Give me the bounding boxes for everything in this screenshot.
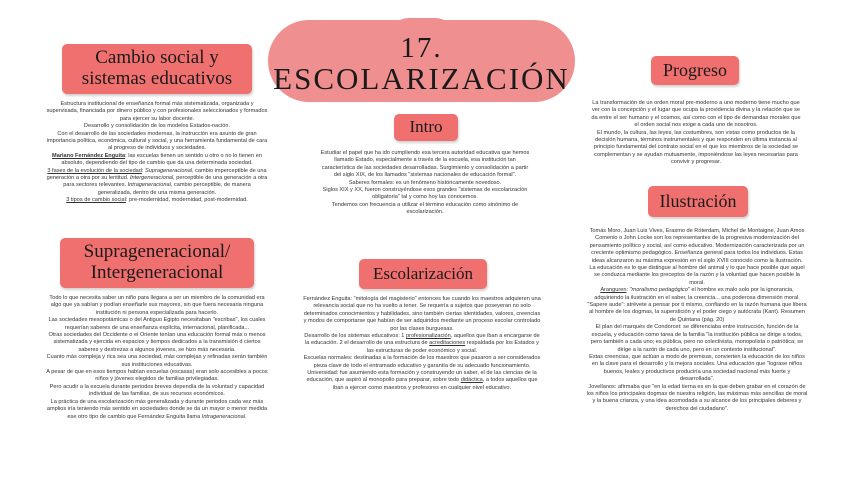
intro-paragraph: Tendemos con frecuencia a utilizar el término educación como sinónimo de escolarización. [331,201,519,216]
heading-supra-line1: Suprageneracional/ [83,241,231,263]
cambio-paragraph [46,153,268,168]
escolarizacion-paragraph [302,333,542,355]
heading-intro: Intro [394,114,458,141]
page-title: ESCOLARIZACIÓN [273,61,570,96]
text-suprageneracional [46,295,268,421]
cambio-text: , cambio perceptible, de manera generalizada, dentro de una misma generación. [97,182,251,196]
escolarizacion-text: Desarrollo de los sistemas educativos: 1 [304,333,406,340]
ilustracion-paragraph [586,287,808,302]
heading-supra-line2: Intergeneracional [90,262,224,283]
text-escolarizacion [302,296,542,392]
profesionalizacion-link[interactable]: profesionalización [405,333,451,340]
ilustracion-paragraph: El plan del marqués de Condorcet: se diferenciaba entre instrucción, función de la escuela, y educación como tarea de la familia "la institución pública se dirige a todos, pero también a cada uno; es pública, pero no colectivista, monopolista o patriótica; se dirige a la razón de cada uno, pero en un contexto institucional". [590,324,804,353]
term-moralismo: "moralismo pedagógico" [629,287,690,294]
text-progreso [590,100,802,167]
heading-ilustracion: Ilustración [648,186,748,217]
text-ilustracion [586,228,808,413]
supra-paragraph: Cuanto más compleja y rica sea una sociedad, más complejas y refinadas serán también sus instituciones educativas. [46,354,268,368]
types-link[interactable]: 3 tipos de cambio social [66,197,126,204]
ilustracion-paragraph: Estas creencias, que actúan a modo de premisas, convierten la educación de los niños en la clave para el desarrollo y la mejora sociales. Una educación que "lograse niños buenos, leales y productivos produciría una sociedad nacional más fuerte y desarrollada". [589,353,805,383]
term-intergeneracional: Intergeneracional [129,175,174,182]
escolarizacion-paragraph [302,370,542,392]
text-cambio-social [46,101,268,205]
progreso-paragraph: El mundo, la cultura, las leyes, las costumbres, son vistas como productos de la decisión humana, términos instrumentales y que responden en última instancia al principio fundamental del contrato social en el que los miembros de la sociedad se complementan y se ayudan mutuamente, imponiéndose las leyes necesarias para convivir y progresar. [593,129,799,166]
phases-link[interactable]: 3 fases de la evolución de la sociedad [47,167,142,174]
heading-cambio-line1: Cambio social y [95,47,219,69]
cambio-paragraph: Con el desarrollo de las sociedades modernas, la instrucción era asunto de gran importancia política, económica, cultural y social, y una herramienta fundamental de cara al progreso de individuos y sociedades. [46,130,268,152]
heading-cambio-social [62,44,252,94]
heading-cambio-line2: sistemas educativos [81,68,233,89]
ilustracion-paragraph: Jovellanos: afirmaba que "en la edad tierna es en la que deben grabar en el corazón de los niños los principales dogmas de nuestra religión, las máximas más sencillas de moral y la buena crianza, y una idea acomodada a su alcance de los principales deberes y derechos del ciudadano". [586,383,808,412]
cambio-paragraph: Desarrollo y consolidación de los modelos Estados-nación. [83,123,231,130]
progreso-paragraph: La transformación de un orden moral pre-moderno a uno moderno tiene mucho que ver con la concepción y el lugar que ocupa la providencia divina y la relación que se da entre el ser humano y el cosmos, así como con el tipo de demandas morales que el orden social nos exige a cada uno de nosotros. [591,100,801,129]
intro-paragraph: Siglos XIX y XX, fueron construyéndose esos grandes "sistemas de escolarización obligatoria" tal y como hoy las conocemos. [322,187,528,201]
term-intrageneracional: Intrageneracional [127,182,171,189]
aranguren-link[interactable]: Aranguren [600,287,627,294]
supra-paragraph: Las sociedades mesopotámicas o del Antiguo Egipto necesitaban "escribas", los cuales requerían saberes de una enseñanza explícita, internacional, planificada... [48,317,266,331]
ilustracion-paragraph: "Sapere aude": atrévete a pensar por ti mismo, confiando en la razón humana que libera al hombre de los dogmas, la superstición y el poder ciego y autócrata (Kant). Resumen de Quintana (pág. 20) [587,302,807,323]
heading-progreso: Progreso [651,56,739,85]
escolarizacion-text: , a todos aquellos que iban a ejercer como maestros y profesores en cualquier nivel educativo. [332,377,538,391]
didactica-link[interactable]: didáctica [460,377,483,384]
author-name: Mariano Fernández Enguita [52,152,126,159]
escolarizacion-text: , aquellos que iban a encargarse de la educación. 2 el desarrollo de una estructura de [305,333,540,347]
supra-paragraph: Pero acudir a la escuela durante periodos breves dependía de la voluntad y capacidad individual de las familias, de sus recursos económicos. [49,383,265,398]
cambio-paragraph [46,168,268,198]
text-intro [320,150,530,217]
supra-paragraph: Todo lo que necesita saber un niño para llegara a ser un miembro de la comunidad era algo que ya sabían y podían enseñarle sus mayores, sin que fuera necesaria ninguna institución ni persona especializada para hacerlo. [49,295,265,316]
ilustracion-paragraph: Tomás Moro, Juan Luis Vives, Erasmo de Róterdam, Michel de Montaigne, Juan Amos Comenio o John Locke son los representantes de la progresiva modernización del pensamiento político y social, así como educativo. Modernización caracterizada por un creciente optimismo pedagógico. Enseñanza general para todos los individuos. Estas ideas alcanzaron su máxima expresión en el siglo XVIII conocido como la Ilustración. [589,228,805,264]
cambio-text: , perceptible de una generación a otra para sectores relevantes. [63,175,268,189]
supra-paragraph: A pesar de que en esos tiempos habían escuelas (escasas) eran solo accesibles a pocos niños y jóvenes elegidos de familias privilegiadas. [46,369,268,383]
term-intrageneracional: Intrageneracional [201,413,245,420]
acreditaciones-link[interactable]: acreditaciones [429,340,466,347]
heading-escolarizacion: Escolarización [359,259,487,289]
supra-text: La práctica de una escolarización más generalizada y durante periodos cada vez más amplios iría teniendo más sentido en sociedades donde se da un mayor o menor medida ese otro tipo de cambio que Fernández Enguita llama [46,398,268,420]
ilustracion-text: el hombre es malo solo por la ignorancia, adquiriendo la ilustración en el saber, la creencia... una poderosa dimensión moral. [594,287,800,301]
supra-text: . [245,413,247,420]
escolarizacion-paragraph: Escuelas normales: destinadas a la formación de los maestros que pasaron a ser considerados pieza clave de todo el entramado educativo y garantía de su adecuado funcionamiento. [303,355,541,369]
cambio-paragraph: Estructura institucional de enseñanza formal más sistematizada, organizada y supervisada, financiada por dinero público y con profesionales seleccionados y formados para ejercer su labor docente. [46,101,268,122]
cambio-text: : pre-modernidad, modernidad, post-modernidad. [125,197,248,204]
intro-paragraph: Estudiar el papel que ha ido cumpliendo esa tercera autoridad educativa que hemos llamado Estado, especialmente a través de la escuela, esa institución tan característica de las sociedades desarrolladas. Surgimiento y consolidación a partir del siglo XIX, de los llamados "sistemas nacionales de educación formal". [320,150,530,179]
cambio-paragraph [46,197,268,204]
page-number: 17. [400,32,443,64]
term-suprageneracional: Suprageneracional [145,167,192,174]
intro-paragraph: Saberes formales: es un fenómeno históricamente novedoso. [348,179,502,186]
cambio-text: : [141,167,146,174]
supra-paragraph [46,399,268,421]
escolarizacion-paragraph: Fernández Enguita: "mitología del magisterio" entonces fue cuando los maestros adquieren una relevancia social que no ha vuelto a tener. Se requería a sujetos que poseyeran no solo determinados conocimientos y habilidades, sino también ciertas identidades, valores, creencias y modos de comportarse que habían de ser adquiridos mediante un proceso escolar controlado por las clases burguesas. [303,296,541,332]
escolarizacion-text: Universidad: fue asumiendo esta formación y construyendo un saber, el de las ciencias de la educación, que aspiró al monopolio para preparar, sobre todo [306,370,537,384]
supra-paragraph: Otras sociedades del Occidente o el Oriente tenían una educación formal más o menos sistematizada y ejercida en espacios y tiempos dedicados a la transmisión d ciertos saberes y destrezas a algunos jóvenes, se hizo más necesaria. [48,332,266,353]
ilustracion-paragraph: La educación es lo que distingue al hombre del animal y lo que hace posible que aquel se conduzca mediante los preceptos de la razón y la voluntad que hacen posible la moral. [589,265,805,286]
escolarizacion-text: respaldada por los Estados y las estructuras de poder económico y social. [366,340,539,354]
heading-suprageneracional [60,238,254,288]
ilustracion-text: : [626,287,630,294]
cambio-text: , cambio imperceptible de una generación a otra por su lentitud. [46,167,267,182]
cambio-text: : las escuelas tienen un sentido u otro o no lo tienen en absoluto, dependiendo del tipo de cambio que da una determinada sociedad. [61,152,262,167]
